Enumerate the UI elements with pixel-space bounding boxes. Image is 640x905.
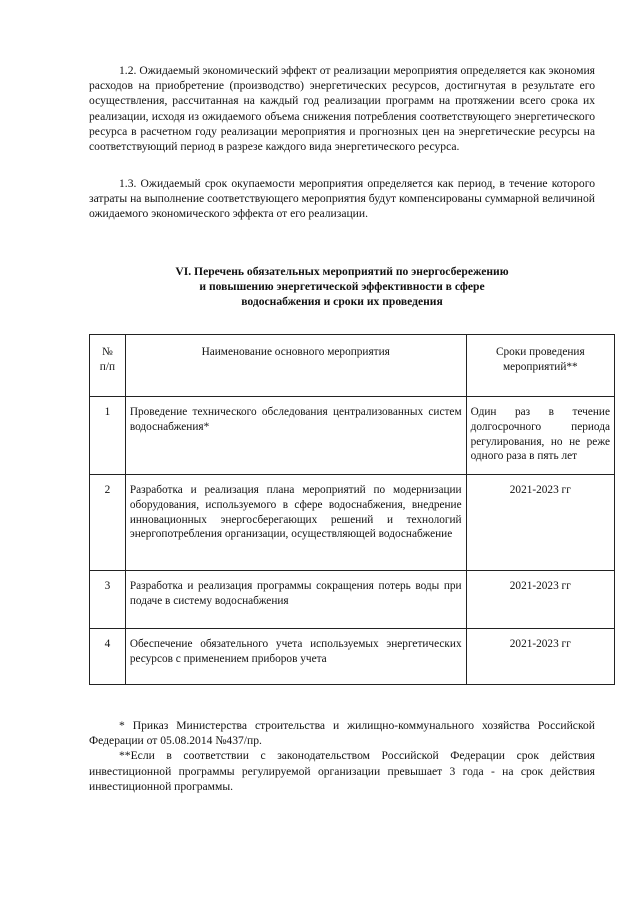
header-term: Сроки проведения мероприятий** xyxy=(466,335,614,397)
header-measure-name: Наименование основного мероприятия xyxy=(125,335,466,397)
row-number: 4 xyxy=(90,629,126,685)
header-number-abbr: п/п xyxy=(99,360,116,373)
row-number: 1 xyxy=(90,397,126,475)
footnote-1: * Приказ Министерства строительства и жилищно-коммунального хозяйства Российской Федерации от 05.08.2014 №437/пр. xyxy=(89,719,595,748)
paragraph-1-3: 1.3. Ожидаемый срок окупаемости мероприятия определяется как период, в течение которого затраты на выполнение соответствующего мероприятия будут компенсированы суммарной величиной ожидаемого экономического эффекта от его реализации. xyxy=(89,177,595,221)
row-number: 2 xyxy=(90,475,126,571)
row-measure-name: Разработка и реализация программы сокращения потерь воды при подаче в систему водоснабжения xyxy=(125,571,466,629)
paragraph-1-2: 1.2. Ожидаемый экономический эффект от реализации мероприятия определяется как экономия расходов на приобретение (производство) энергетических ресурсов, достигнутая в результате его осуществления, рассчитанная на каждый год реализации программ на протяжении всего срока их реализации, исходя из ожидаемого объема снижения потребления соответствующего энергетического ресурса в расчетном году реализации мероприятия и прогнозных цен на энергетические ресурсы на соответствующий период в разрезе каждого вида энергетического ресурса. xyxy=(89,64,595,154)
table-row xyxy=(90,571,615,629)
row-measure-name: Обеспечение обязательного учета используемых энергетических ресурсов с применением приборов учета xyxy=(125,629,466,685)
measures-table xyxy=(89,334,615,685)
section-title-line-1: VI. Перечень обязательных мероприятий по энергосбережению xyxy=(175,265,509,278)
row-term: 2021-2023 гг xyxy=(466,475,614,571)
row-term: 2021-2023 гг xyxy=(466,571,614,629)
row-term: 2021-2023 гг xyxy=(466,629,614,685)
header-number xyxy=(90,335,126,397)
footnote-2: **Если в соответствии с законодательством Российской Федерации срок действия инвестиционной программы регулируемой организации превышает 3 года - на срок действия инвестиционной программы. xyxy=(89,749,595,793)
section-title-line-2: и повышению энергетической эффективности в сфере xyxy=(199,280,485,293)
table-row xyxy=(90,475,615,571)
table-header-row xyxy=(90,335,615,397)
table-row xyxy=(90,629,615,685)
section-title-line-3: водоснабжения и сроки их проведения xyxy=(241,295,443,308)
footnotes xyxy=(89,718,595,794)
row-measure-name: Разработка и реализация плана мероприятий по модернизации оборудования, используемого в сфере водоснабжения, внедрение инновационных энергосберегающих решений и технологий энергопотребления организации, осуществляющей водоснабжение xyxy=(125,475,466,571)
row-term: Один раз в течение долгосрочного периода регулирования, но не реже одного раза в пять лет xyxy=(466,397,614,475)
row-measure-name: Проведение технического обследования централизованных систем водоснабжения* xyxy=(125,397,466,475)
header-number-symbol: № xyxy=(102,346,113,358)
section-title xyxy=(89,264,595,309)
table-row xyxy=(90,397,615,475)
row-number: 3 xyxy=(90,571,126,629)
